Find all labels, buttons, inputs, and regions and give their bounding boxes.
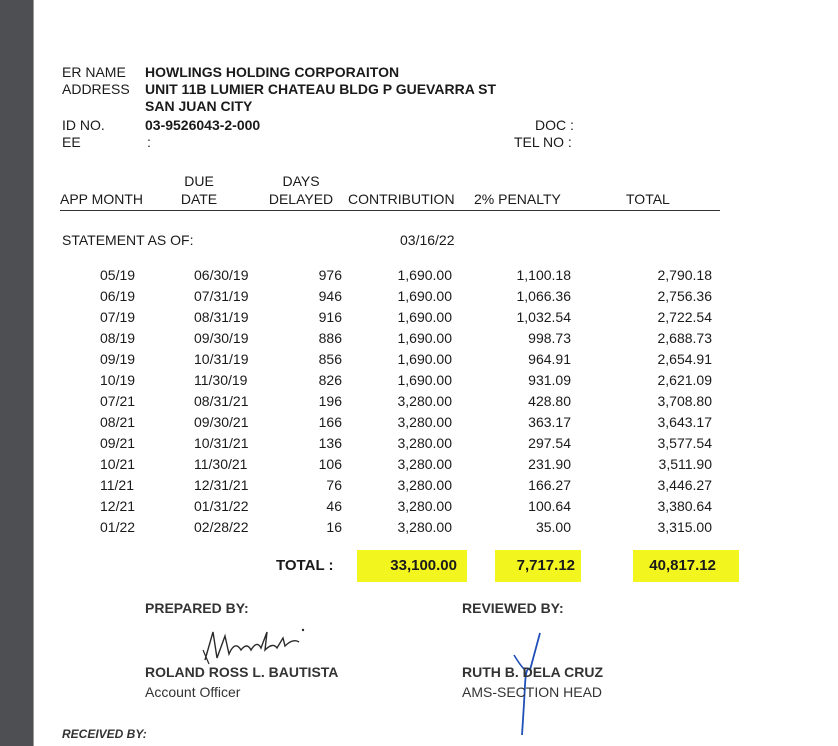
cell-penalty: 100.64 [528, 498, 571, 514]
cell-contribution: 3,280.00 [397, 435, 452, 451]
cell-month: 08/21 [100, 414, 136, 430]
id-label: ID NO. [62, 117, 105, 133]
total-contribution: 33,100.00 [390, 557, 457, 574]
cell-days-delayed: 886 [318, 330, 342, 346]
cell-total: 2,654.91 [657, 351, 712, 367]
cell-contribution: 3,280.00 [397, 498, 452, 514]
cell-days-delayed: 976 [318, 267, 342, 283]
cell-total: 2,688.73 [657, 330, 712, 346]
cell-contribution: 1,690.00 [397, 372, 452, 388]
cell-month: 05/19 [100, 267, 136, 283]
cell-contribution: 3,280.00 [397, 393, 452, 409]
cell-penalty: 1,100.18 [516, 267, 571, 283]
cell-penalty: 931.09 [528, 372, 571, 388]
cell-total: 2,621.09 [657, 372, 712, 388]
reviewed-title: AMS-SECTION HEAD [462, 684, 603, 700]
cell-total: 2,790.18 [657, 267, 712, 283]
cell-total: 3,446.27 [657, 477, 712, 493]
cell-contribution: 3,280.00 [397, 477, 452, 493]
cell-due-date: 11/30/19 [194, 372, 248, 388]
cell-penalty: 998.73 [528, 330, 571, 346]
statement-label: STATEMENT AS OF: [62, 232, 194, 248]
reviewed-by-label: REVIEWED BY: [462, 600, 564, 616]
statement-date: 03/16/22 [400, 232, 455, 248]
table-row [0, 288, 838, 309]
cell-contribution: 1,690.00 [397, 267, 452, 283]
table-row [0, 498, 838, 519]
cell-contribution: 1,690.00 [397, 351, 452, 367]
table-row [0, 456, 838, 477]
cell-month: 06/19 [100, 288, 136, 304]
header-rule [60, 210, 720, 211]
table-row [0, 435, 838, 456]
cell-contribution: 1,690.00 [397, 330, 452, 346]
table-row [0, 393, 838, 414]
cell-month: 07/21 [100, 393, 136, 409]
cell-due-date: 10/31/21 [194, 435, 249, 451]
cell-month: 09/19 [100, 351, 136, 367]
cell-days-delayed: 166 [318, 414, 342, 430]
received-by-label: RECEIVED BY: [62, 727, 147, 741]
cell-month: 07/19 [100, 309, 136, 325]
cell-month: 10/19 [100, 372, 136, 388]
col-total: TOTAL [626, 191, 670, 207]
table-row [0, 372, 838, 393]
table-row [0, 519, 838, 540]
cell-days-delayed: 916 [318, 309, 342, 325]
reviewed-name: RUTH B. DELA CRUZ [462, 664, 604, 680]
cell-due-date: 08/31/21 [194, 393, 249, 409]
cell-month: 01/22 [100, 519, 136, 535]
cell-due-date: 06/30/19 [194, 267, 249, 283]
col-penalty: 2% PENALTY [474, 191, 561, 207]
cell-days-delayed: 136 [318, 435, 342, 451]
cell-days-delayed: 46 [326, 498, 342, 514]
cell-total: 3,577.54 [657, 435, 712, 451]
address-line-2: SAN JUAN CITY [145, 98, 253, 114]
tel-label: TEL NO : [514, 134, 572, 150]
cell-month: 12/21 [100, 498, 136, 514]
cell-total: 3,643.17 [657, 414, 712, 430]
cell-due-date: 12/31/21 [194, 477, 249, 493]
cell-total: 3,708.80 [657, 393, 712, 409]
doc-label: DOC : [535, 117, 574, 133]
table-row [0, 414, 838, 435]
table-row [0, 267, 838, 288]
cell-due-date: 08/31/19 [194, 309, 249, 325]
cell-due-date: 09/30/21 [194, 414, 249, 430]
totals-label: TOTAL : [276, 557, 334, 574]
table-row [0, 477, 838, 498]
cell-total: 3,315.00 [657, 519, 712, 535]
cell-total: 2,756.36 [657, 288, 712, 304]
total-penalty: 7,717.12 [516, 557, 575, 574]
cell-contribution: 3,280.00 [397, 519, 452, 535]
cell-days-delayed: 76 [326, 477, 342, 493]
cell-month: 10/21 [100, 456, 136, 472]
cell-due-date: 11/30/21 [194, 456, 248, 472]
cell-days-delayed: 826 [318, 372, 342, 388]
prepared-by-label: PREPARED BY: [145, 600, 249, 616]
id-value: 03-9526043-2-000 [145, 117, 261, 133]
cell-days-delayed: 16 [326, 519, 342, 535]
cell-days-delayed: 856 [318, 351, 342, 367]
ee-colon: : [147, 134, 151, 150]
cell-month: 09/21 [100, 435, 136, 451]
cell-month: 08/19 [100, 330, 136, 346]
cell-days-delayed: 946 [318, 288, 342, 304]
cell-penalty: 231.90 [528, 456, 571, 472]
cell-month: 11/21 [100, 477, 134, 493]
er-name-label: ER NAME [62, 64, 126, 80]
col-due-top: DUE [184, 173, 214, 189]
col-app-month: APP MONTH [60, 191, 143, 207]
col-due-bottom: DATE [180, 191, 218, 207]
col-contribution: CONTRIBUTION [348, 191, 455, 207]
total-grand: 40,817.12 [649, 557, 716, 574]
table-row [0, 309, 838, 330]
prepared-name: ROLAND ROSS L. BAUTISTA [145, 664, 339, 680]
col-days-bottom: DELAYED [268, 191, 334, 207]
table-row [0, 330, 838, 351]
cell-penalty: 297.54 [528, 435, 571, 451]
cell-penalty: 1,066.36 [516, 288, 571, 304]
address-line-1: UNIT 11B LUMIER CHATEAU BLDG P GUEVARRA ST [145, 81, 497, 97]
cell-due-date: 07/31/19 [194, 288, 249, 304]
cell-contribution: 3,280.00 [397, 414, 452, 430]
cell-penalty: 363.17 [528, 414, 571, 430]
er-name-value: HOWLINGS HOLDING CORPORAITON [145, 64, 400, 80]
cell-penalty: 1,032.54 [516, 309, 571, 325]
cell-contribution: 3,280.00 [397, 456, 452, 472]
cell-due-date: 01/31/22 [194, 498, 249, 514]
cell-total: 3,511.90 [658, 456, 712, 472]
cell-total: 2,722.54 [657, 309, 712, 325]
cell-contribution: 1,690.00 [397, 309, 452, 325]
cell-penalty: 166.27 [528, 477, 571, 493]
prepared-signature [195, 620, 310, 665]
cell-penalty: 35.00 [535, 519, 571, 535]
cell-total: 3,380.64 [657, 498, 712, 514]
address-label: ADDRESS [62, 81, 130, 97]
table-row [0, 351, 838, 372]
cell-due-date: 10/31/19 [194, 351, 249, 367]
cell-days-delayed: 106 [318, 456, 342, 472]
col-days-top: DAYS [282, 173, 320, 189]
cell-due-date: 02/28/22 [194, 519, 249, 535]
cell-days-delayed: 196 [318, 393, 342, 409]
ee-label: EE [62, 134, 81, 150]
cell-penalty: 428.80 [528, 393, 571, 409]
cell-penalty: 964.91 [528, 351, 571, 367]
cell-contribution: 1,690.00 [397, 288, 452, 304]
cell-due-date: 09/30/19 [194, 330, 249, 346]
prepared-title: Account Officer [145, 684, 241, 700]
